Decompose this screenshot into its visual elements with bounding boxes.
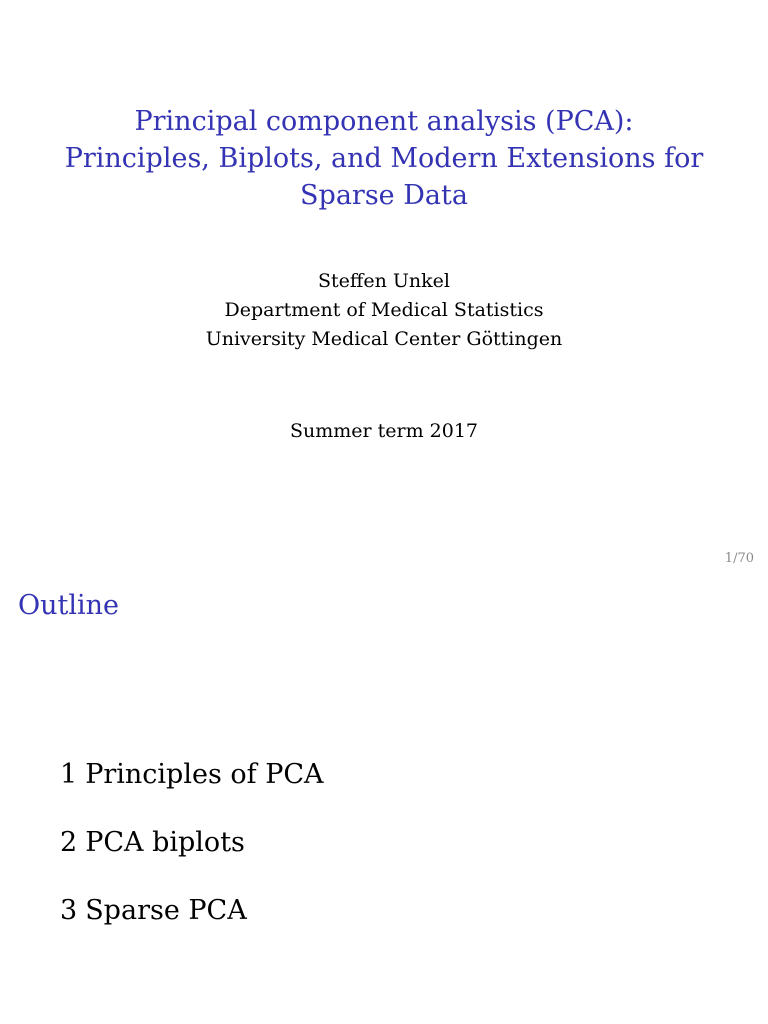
author-block bbox=[40, 267, 728, 354]
outline-item-label: Principles of PCA bbox=[85, 759, 324, 790]
outline-item[interactable] bbox=[60, 758, 324, 792]
outline-list bbox=[60, 758, 324, 962]
outline-item-label: PCA biplots bbox=[85, 827, 245, 858]
title-line-3: Sparse Data bbox=[300, 180, 468, 211]
outline-item-number: 3 bbox=[60, 895, 78, 926]
page-number: 1/70 bbox=[724, 551, 754, 566]
outline-item[interactable] bbox=[60, 826, 324, 860]
author-institution: University Medical Center Göttingen bbox=[205, 328, 563, 350]
presentation-title bbox=[40, 103, 728, 214]
presentation-date: Summer term 2017 bbox=[289, 420, 479, 442]
outline-item-number: 2 bbox=[60, 827, 78, 858]
outline-heading: Outline bbox=[18, 590, 120, 621]
outline-item-number: 1 bbox=[60, 759, 78, 790]
author-name: Steffen Unkel bbox=[318, 270, 450, 292]
outline-item-label: Sparse PCA bbox=[85, 895, 247, 926]
outline-item[interactable] bbox=[60, 894, 324, 928]
title-line-1: Principal component analysis (PCA): bbox=[134, 106, 634, 137]
author-department: Department of Medical Statistics bbox=[224, 299, 544, 321]
outline-slide bbox=[0, 576, 768, 1024]
title-line-2: Principles, Biplots, and Modern Extensions for bbox=[64, 143, 704, 174]
